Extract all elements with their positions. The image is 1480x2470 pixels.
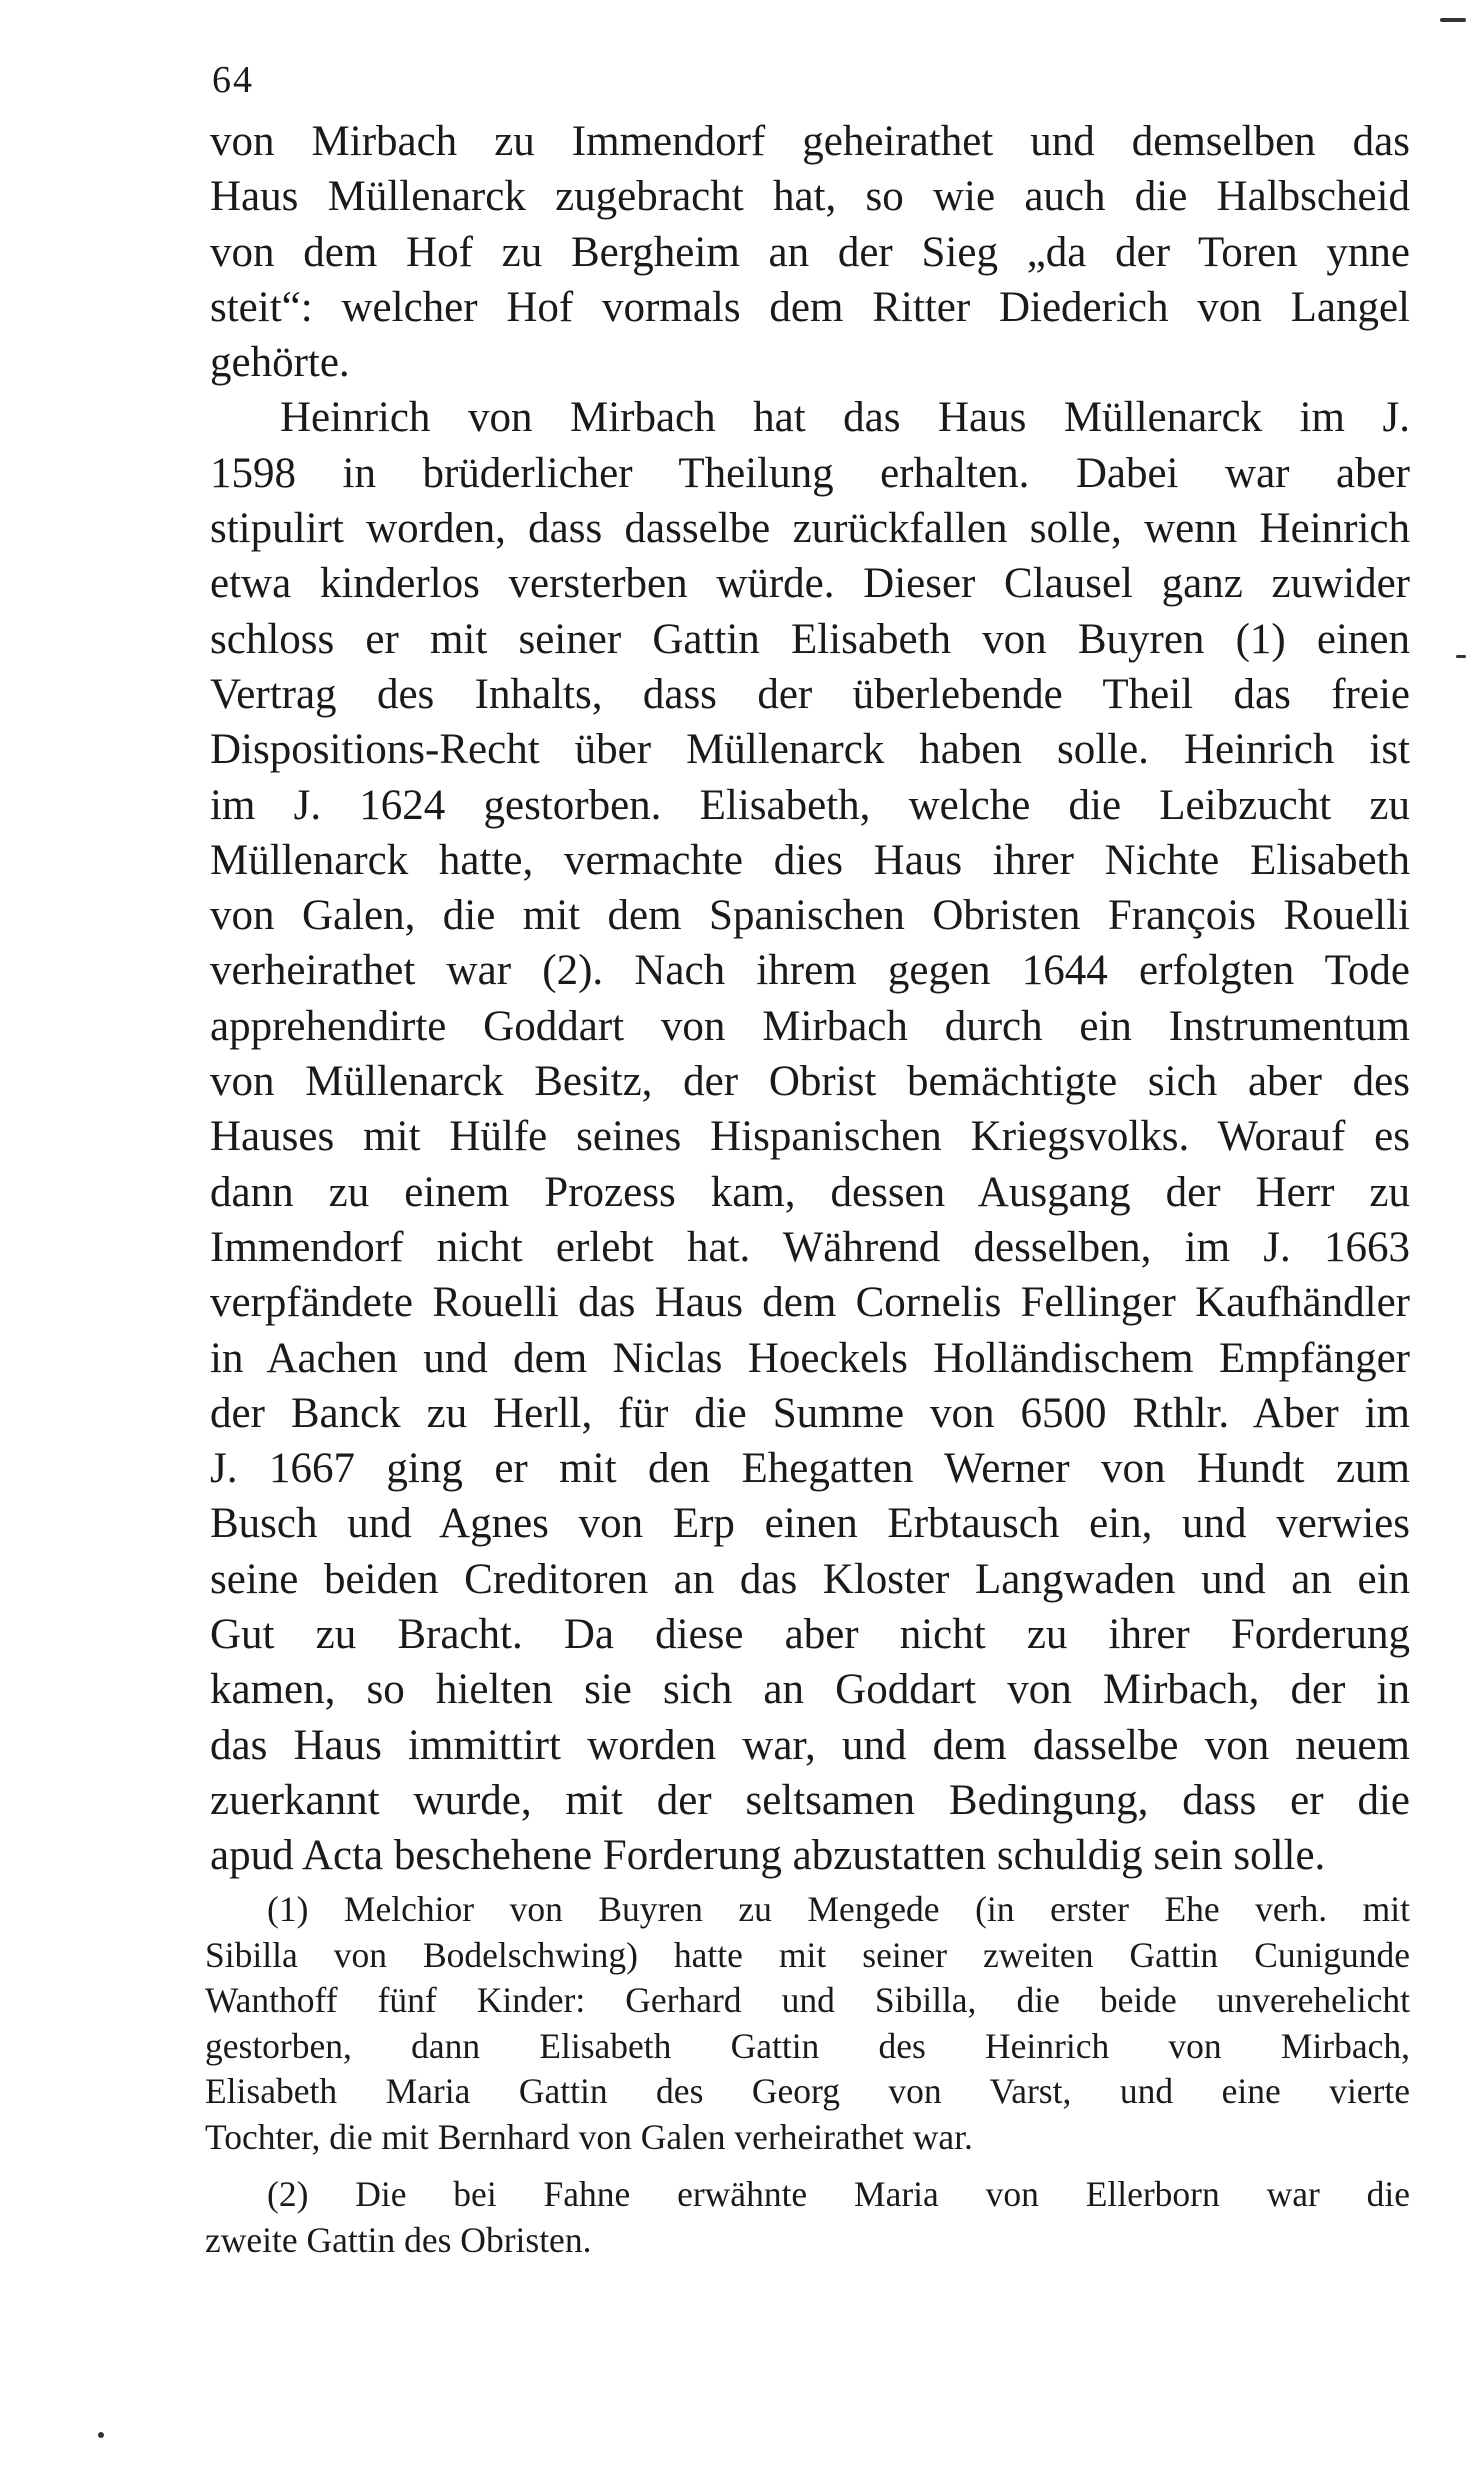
text-line: der Banck zu Herll, für die Summe von 6500 Rthlr. Aber im [210, 1389, 1410, 1437]
text-line: von Mirbach zu Immendorf geheirathet und demselben das [210, 118, 1410, 165]
text-line: 1598 in brüderlicher Theilung erhalten. Dabei war aber [210, 449, 1410, 497]
scan-mark-bottom-left [98, 2432, 104, 2438]
text-line: kamen, so hielten sie sich an Goddart von Mirbach, der in [210, 1666, 1410, 1714]
text-line: J. 1667 ging er mit den Ehegatten Werner von Hundt zum [210, 1445, 1410, 1493]
text-line: apprehendirte Goddart von Mirbach durch ein Instrumentum [210, 1002, 1410, 1050]
text-line: das Haus immittirt worden war, und dem dasselbe von neuem [210, 1721, 1410, 1769]
footnote-1 [205, 1887, 1410, 2160]
text-line: schloss er mit seiner Gattin Elisabeth von Buyren (1) einen [210, 615, 1410, 663]
text-line: Gut zu Bracht. Da diese aber nicht zu ihrer Forderung [210, 1611, 1410, 1659]
text-line: von Müllenarck Besitz, der Obrist bemächtigte sich aber des [210, 1058, 1410, 1106]
text-line: etwa kinderlos versterben würde. Dieser Clausel ganz zuwider [210, 560, 1410, 608]
text-line: Haus Müllenarck zugebracht hat, so wie auch die Halbscheid [210, 173, 1410, 221]
text-line: steit“: welcher Hof vormals dem Ritter Diederich von Langel [210, 283, 1410, 331]
footnote-line: gestorben, dann Elisabeth Gattin des Heinrich von Mirbach, [205, 2025, 1410, 2066]
text-line: dann zu einem Prozess kam, dessen Ausgang der Herr zu [210, 1168, 1410, 1216]
text-line: gehörte. [210, 339, 350, 387]
main-text [210, 114, 1410, 1884]
text-line: Heinrich von Mirbach hat das Haus Müllenarck im J. [280, 394, 1410, 442]
text-line: verheirathet war (2). Nach ihrem gegen 1644 erfolgten Tode [210, 947, 1410, 995]
scan-mark-right-margin [1456, 655, 1466, 658]
text-line: apud Acta beschehene Forderung abzustatten schuldig sein solle. [210, 1832, 1326, 1880]
footnote-line: (2) Die bei Fahne erwähnte Maria von Ellerborn war die [267, 2174, 1410, 2214]
text-line: Müllenarck hatte, vermachte dies Haus ihrer Nichte Elisabeth [210, 836, 1410, 884]
text-line: Hauses mit Hülfe seines Hispanischen Kriegsvolks. Worauf es [210, 1113, 1410, 1161]
text-line: Vertrag des Inhalts, dass der überlebende Theil das freie [210, 670, 1410, 718]
text-line: im J. 1624 gestorben. Elisabeth, welche die Leibzucht zu [210, 781, 1410, 829]
page-number: 64 [212, 59, 254, 101]
footnote-line: (1) Melchior von Buyren zu Mengede (in erster Ehe verh. mit [267, 1889, 1410, 1929]
footnote-line: Tochter, die mit Bernhard von Galen verheirathet war. [205, 2116, 973, 2157]
text-line: in Aachen und dem Niclas Hoeckels Holländischem Empfänger [210, 1334, 1410, 1382]
text-line: zuerkannt wurde, mit der seltsamen Bedingung, dass er die [210, 1776, 1410, 1824]
text-line: Busch und Agnes von Erp einen Erbtausch ein, und verwies [210, 1500, 1410, 1548]
footnote-line: Sibilla von Bodelschwing) hatte mit seiner zweiten Gattin Cunigunde [205, 1934, 1410, 1975]
scan-mark-top-right [1440, 18, 1466, 22]
text-line: stipulirt worden, dass dasselbe zurückfallen solle, wenn Heinrich [210, 505, 1410, 553]
footnote-line: zweite Gattin des Obristen. [205, 2219, 592, 2260]
text-line: seine beiden Creditoren an das Kloster Langwaden und an ein [210, 1555, 1410, 1603]
footnote-line: Elisabeth Maria Gattin des Georg von Varst, und eine vierte [205, 2071, 1410, 2111]
text-line: von Galen, die mit dem Spanischen Obristen François Rouelli [210, 892, 1410, 940]
text-line: Dispositions-Recht über Müllenarck haben solle. Heinrich ist [210, 726, 1410, 774]
footnotes [205, 1887, 1410, 2263]
text-line: von dem Hof zu Bergheim an der Sieg „da der Toren ynne [210, 228, 1410, 276]
text-line: verpfändete Rouelli das Haus dem Cornelis Fellinger Kaufhändler [210, 1279, 1410, 1327]
footnote-line: Wanthoff fünf Kinder: Gerhard und Sibilla, die beide unverehelicht [205, 1980, 1410, 2020]
text-line: Immendorf nicht erlebt hat. Während desselben, im J. 1663 [210, 1223, 1410, 1271]
footnote-2 [205, 2172, 1410, 2263]
